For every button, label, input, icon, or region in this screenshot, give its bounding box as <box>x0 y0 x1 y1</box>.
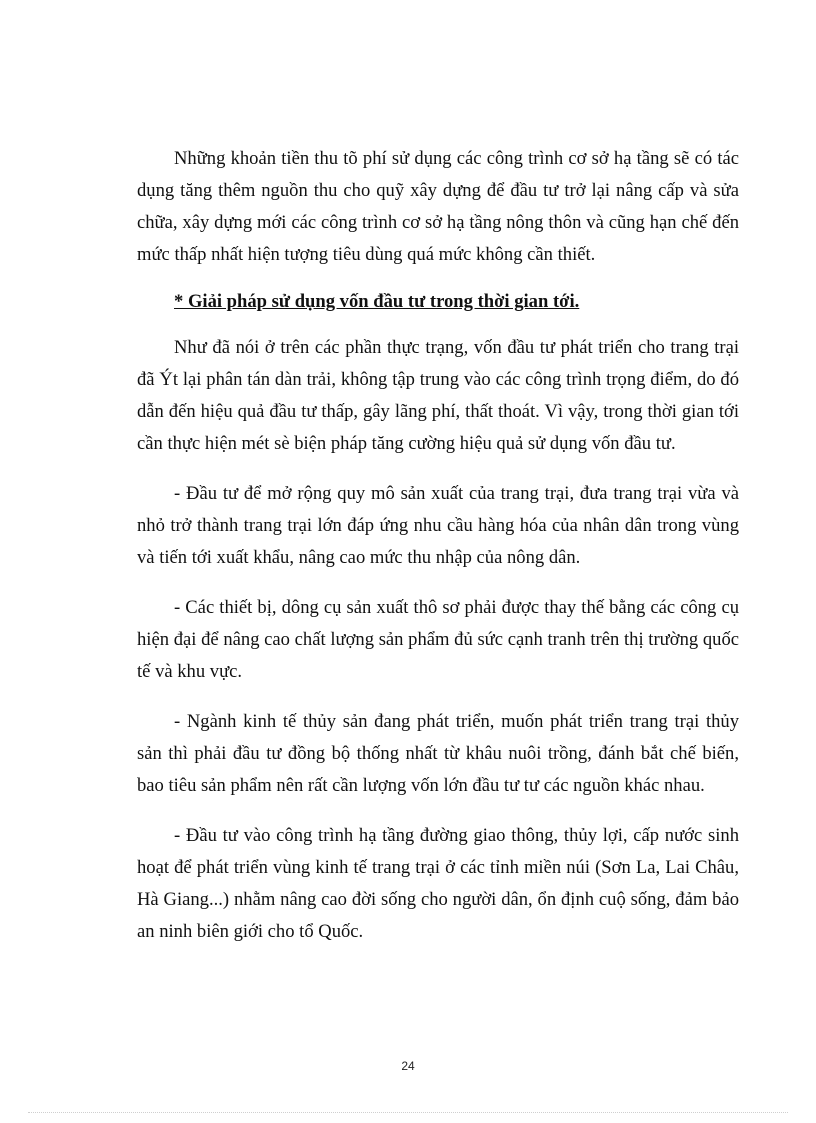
page-content <box>137 143 739 948</box>
page-number: 24 <box>401 1059 415 1073</box>
body-paragraph-4: - Ngành kinh tế thủy sản đang phát triển, muốn phát triển trang trại thủy sản thì phải đầu tư đồng bộ thống nhất từ khâu nuôi trồng, đánh bắt chế biến, bao tiêu sản phẩm nên rất cần lượng vốn lớn đầu tư tư các nguồn khác nhau. <box>137 711 739 796</box>
body-paragraph-3: - Các thiết bị, dông cụ sản xuất thô sơ phải được thay thế bằng các công cụ hiện đại để nâng cao chất lượng sản phẩm đủ sức cạnh tranh trên thị trường quốc tế và khu vực. <box>137 597 739 682</box>
footer-divider <box>28 1112 788 1113</box>
body-paragraph-1: Như đã nói ở trên các phần thực trạng, vốn đầu tư phát triển cho trang trại đã Ýt lại phân tán dàn trải, không tập trung vào các công trình trọng điểm, do đó dẫn đến hiệu quả đầu tư thấp, gây lãng phí, thất thoát. Vì vậy, trong thời gian tới cần thực hiện mét sè biện pháp tăng cường hiệu quả sử dụng vốn đầu tư. <box>137 337 739 454</box>
body-paragraph-5: - Đầu tư vào công trình hạ tầng đường giao thông, thủy lợi, cấp nước sinh hoạt để phát triển vùng kinh tế trang trại ở các tỉnh miền núi (Sơn La, Lai Châu, Hà Giang...) nhằm nâng cao đời sống cho người dân, ổn định cuộ sống, đảm bảo an ninh biên giới cho tổ Quốc. <box>137 825 739 942</box>
intro-paragraph: Những khoản tiền thu tõ phí sử dụng các công trình cơ sở hạ tầng sẽ có tác dụng tăng thêm nguồn thu cho quỹ xây dựng để đầu tư trở lại nâng cấp và sửa chữa, xây dựng mới các công trình cơ sở hạ tầng nông thôn và cũng hạn chế đến mức thấp nhất hiện tượng tiêu dùng quá mức không cần thiết. <box>137 148 739 265</box>
body-paragraph-2: - Đầu tư để mở rộng quy mô sản xuất của trang trại, đưa trang trại vừa và nhỏ trở thành trang trại lớn đáp ứng nhu cầu hàng hóa của nhân dân trong vùng và tiến tới xuất khẩu, nâng cao mức thu nhập của nông dân. <box>137 483 739 568</box>
section-heading: * Giải pháp sử dụng vốn đầu tư trong thời gian tới. <box>174 291 580 312</box>
